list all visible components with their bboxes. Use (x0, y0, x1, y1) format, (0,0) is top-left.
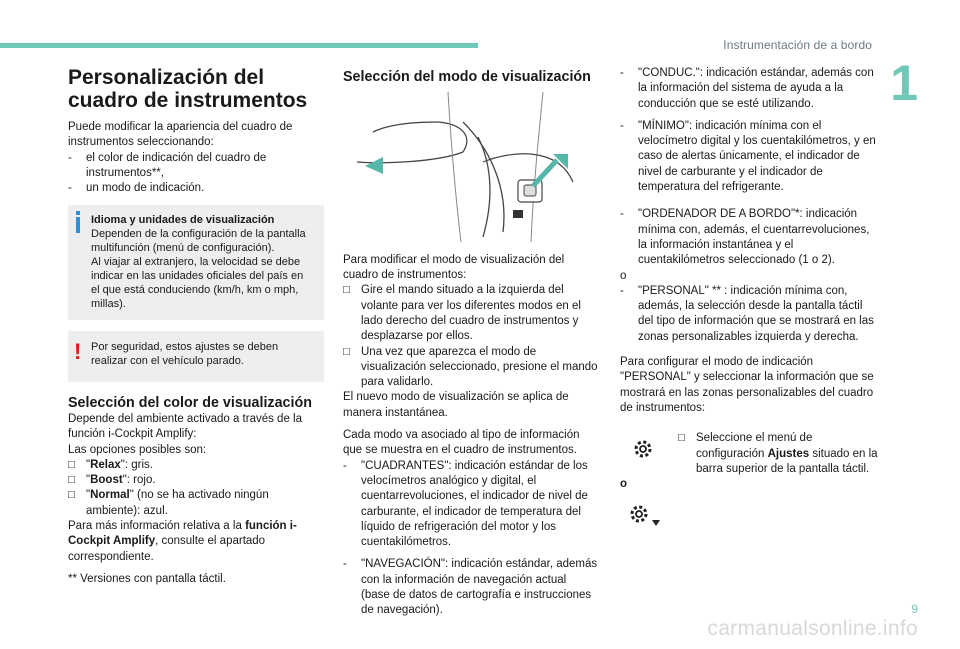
gear-dropdown-icon (626, 501, 662, 529)
list-item: □ Seleccione el menú de configuración Ajustes situado en la barra superior de la pantalla táctil. (678, 431, 878, 477)
list-item: - "CUADRANTES": indicación estándar de los velocímetros analógico y digital, el cuentarrevoluciones, el indicador de nivel de carburante, el indicador de temperatura del líquido de refrigeración del motor y los cuentakilómetros. (343, 459, 588, 549)
color-section-title: Selección del color de visualización (68, 395, 312, 412)
options-intro: Las opciones posibles son: (68, 443, 207, 456)
more-info-text: Para más información relativa a la función i-Cockpit Amplify, consulte el apartado correspondiente. (68, 520, 297, 563)
warning-box (68, 331, 324, 382)
list-item: - "MÍNIMO": indicación mínima con el velocímetro digital y los cuentakilómetros, y en caso de alertas únicamente, el indicador de nivel de carburante y el indicador de temperatura del refrigerante. (620, 119, 876, 194)
list-item: - "CONDUC.": indicación estándar, además con la información del sistema de ayuda a la conducción que se esté utilizando. (620, 67, 874, 110)
list-item: - un modo de indicación. (68, 182, 205, 195)
chapter-number: 1 (890, 55, 918, 111)
modify-intro: Para modificar el modo de visualización del cuadro de instrumentos: (343, 253, 565, 282)
settings-instruction (620, 426, 878, 551)
list-item: - el color de indicación del cuadro de instrumentos**, (68, 151, 267, 179)
column-2 (343, 66, 598, 619)
checkbox-bullet-icon: □ (343, 345, 350, 358)
info-box (68, 205, 324, 320)
warning-icon: ! (74, 339, 82, 365)
associated-text: Cada modo va asociado al tipo de información que se muestra en el cuadro de instrumentos. (343, 429, 580, 457)
or-separator: o (620, 269, 627, 282)
intro-text: Puede modificar la apariencia del cuadro de instrumentos seleccionando: (68, 121, 293, 149)
list-item: - "PERSONAL" ** : indicación mínima con, además, la selección desde la pantalla táctil del tipo de información que se mostrará en las zonas personalizables izquierda y derecha. (620, 284, 874, 343)
list-item: □ "Relax": gris. (68, 458, 324, 473)
info-heading: Idioma y unidades de visualización (91, 214, 275, 227)
steering-wheel-illustration (343, 92, 598, 242)
info-text: Dependen de la configuración de la pantalla multifunción (menú de configuración). (91, 228, 306, 255)
gear-icon (630, 436, 656, 462)
watermark: carmanualsonline.info (707, 617, 918, 640)
list-item: - "ORDENADOR DE A BORDO"*: indicación mínima con, además, el cuentarrevoluciones, la información instantánea y el cuentakilómetros seleccionado (1 o 2). (620, 208, 870, 267)
section-title: Instrumentación de a bordo (723, 38, 872, 52)
list-item: □ Una vez que aparezca el modo de visualización seleccionado, presione el mando para validarlo. (343, 345, 598, 391)
column-3 (620, 66, 878, 551)
list-item: □ Gire el mando situado a la izquierda del volante para ver los diferentes modos en el lado derecho del cuadro de instrumentos y desplazarse por ellos. (343, 283, 598, 344)
list-item: - "NAVEGACIÓN": indicación estándar, además con la información de navegación actual (base de datos de cartografía e instrucciones de navegación). (343, 558, 598, 617)
info-icon (76, 217, 80, 233)
footnote: ** Versiones con pantalla táctil. (68, 572, 226, 585)
header-accent-bar (0, 43, 478, 48)
color-intro: Depende del ambiente activado a través de la función i-Cockpit Amplify: (68, 412, 302, 441)
checkbox-bullet-icon: □ (68, 458, 75, 471)
display-mode-title: Selección del modo de visualización (343, 69, 591, 85)
applied-text: El nuevo modo de visualización se aplica de manera instantánea. (343, 391, 569, 419)
configure-text: Para configurar el modo de indicación "PERSONAL" y seleccionar la información que se mostrará en las zonas personalizables del cuadro de instrumentos: (620, 356, 874, 414)
checkbox-bullet-icon: □ (68, 489, 75, 502)
info-text: Al viajar al extranjero, la velocidad se debe indicar en las unidades oficiales del país en el que está conduciendo (km/h, km o mph, millas). (91, 256, 304, 311)
page-number: 9 (911, 602, 918, 616)
list-item: □ "Boost": rojo. (68, 473, 324, 488)
checkbox-bullet-icon: □ (68, 474, 75, 487)
checkbox-bullet-icon: □ (678, 432, 685, 445)
or-separator: o (620, 478, 628, 491)
warning-text: Por seguridad, estos ajustes se deben realizar con el vehículo parado. (91, 341, 279, 368)
list-item: □ "Normal" (no se ha activado ningún ambiente): azul. (68, 488, 324, 519)
column-1 (68, 66, 324, 587)
page-title: Personalización del cuadro de instrumentos (68, 66, 308, 112)
checkbox-bullet-icon: □ (343, 284, 350, 297)
